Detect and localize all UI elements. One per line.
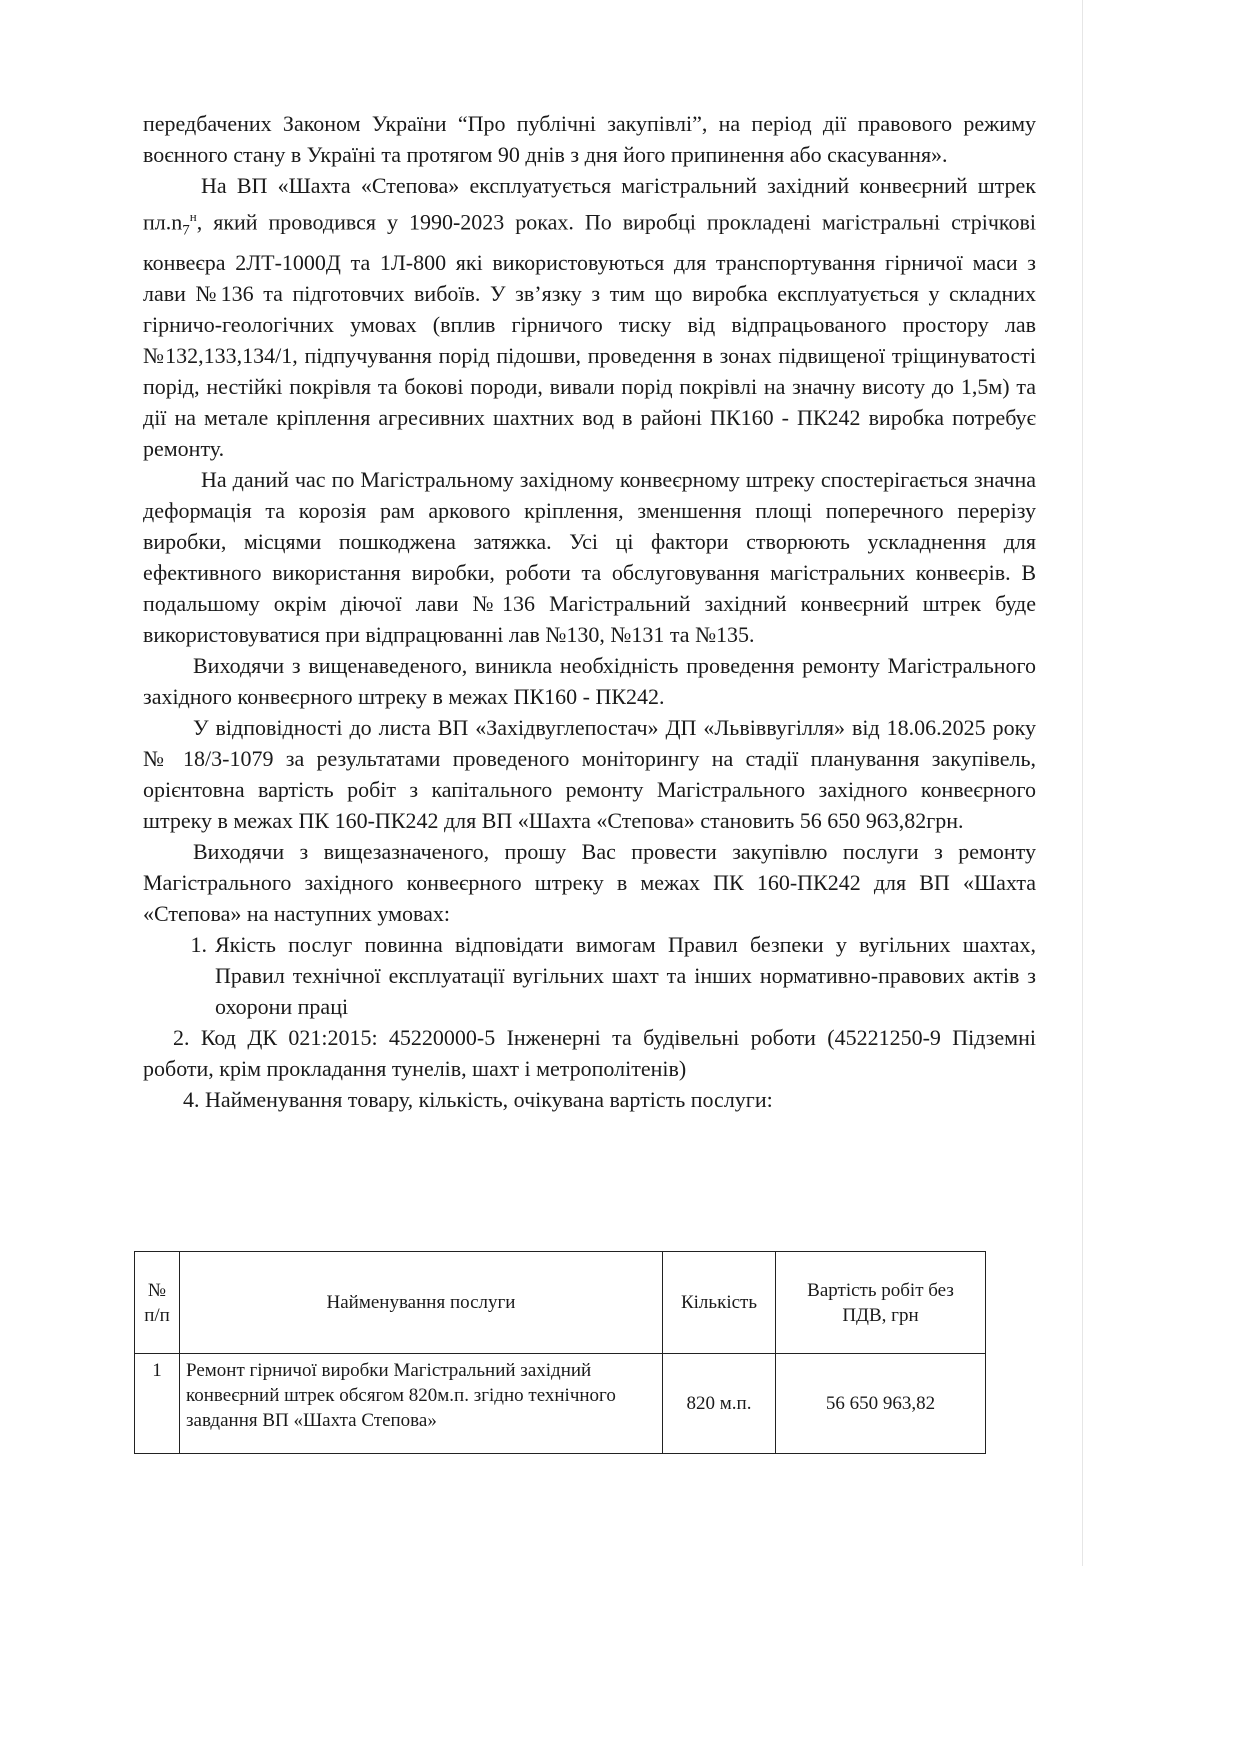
list-text: Якість послуг повинна відповідати вимогам Правил безпеки у вугільних шахтах, Правил технічної експлуатації вугільних шахт та інших нормативно-правових актів з охорони праці [215, 931, 1036, 1019]
row-cost: 56 650 963,82 [776, 1354, 986, 1454]
scan-edge [1082, 0, 1083, 1566]
services-table [134, 1251, 986, 1454]
paragraph-5: У відповідності до листа ВП «Західвуглепостач» ДП «Львіввугілля» від 18.06.2025 року № 18/3-1079 за результатами проведеного моніторингу на стадії планування закупівель, орієнтовна вартість робіт з капітального ремонту Магістрального західного конвеєрного штреку в межах ПК 160-ПК242 для ВП «Шахта «Степова» становить 56 650 963,82грн. [143, 714, 1036, 833]
header-service-name: Найменування послуги [180, 1252, 663, 1354]
paragraph-6: Виходячи з вищезазначеного, прошу Вас провести закупівлю послуги з ремонту Магістрального західного конвеєрного штреку в межах ПК 160-ПК242 для ВП «Шахта «Степова» на наступних умовах: [143, 838, 1036, 926]
paragraph-3: На даний час по Магістральному західному конвеєрному штреку спостерігається значна деформація та корозія рам аркового кріплення, зменшення площі поперечного перерізу виробки, місцями пошкоджена затяжка. Усі ці фактори створюють ускладнення для ефективного використання виробки, роботи та обслуговування магістральних конвеєрів. В подальшому окрім діючої лави №136 Магістральний західний конвеєрний штрек буде використовуватися при відпрацюванні лав №130, №131 та №135. [143, 466, 1036, 647]
paragraph-1: передбачених Законом України “Про публічні закупівлі”, на період дії правового режиму воєнного стану в Україні та протягом 90 днів з дня його припинення або скасування». [143, 111, 1036, 167]
header-cost: Вартість робіт без ПДВ, грн [776, 1252, 986, 1354]
table-header-row [135, 1252, 986, 1354]
row-quantity: 820 м.п. [663, 1354, 776, 1454]
table-row [135, 1354, 986, 1454]
row-service-name: Ремонт гірничої виробки Магістральний західний конвеєрний штрек обсягом 820м.п. згідно технічного завдання ВП «Шахта Степова» [180, 1354, 663, 1454]
list-item-1 [143, 929, 1036, 1022]
list-item-4: 4. Найменування товару, кількість, очікувана вартість послуги: [183, 1086, 773, 1112]
list-item-2: 2. Код ДК 021:2015: 45220000-5 Інженерні та будівельні роботи (45221250-9 Підземні роботи, крім прокладання тунелів, шахт і метрополітенів) [143, 1024, 1036, 1081]
header-number: № п/п [135, 1252, 180, 1354]
document-body [143, 108, 1036, 1115]
list-number: 1. [190, 931, 207, 957]
paragraph-2: На ВП «Шахта «Степова» експлуатується магістральний західний конвеєрний штрек $пл.n_7^н$, який проводився у 1990-2023 роках. По виробці прокладені магістральні стрічкові конвеєра 2ЛТ-1000Д та 1Л-800 які використовуються для транспортування гірничої маси з лави №136 та підготовчих вибоїв. У зв’язку з тим що виробка експлуатується у складних гірничо-геологічних умовах (вплив гірничого тиску від відпрацьованого простору лав №132,133,134/1, підпучування порід підошви, проведення в зонах підвищеної тріщинуватості порід, нестійкі покрівля та бокові породи, вивали порід покрівлі на значну висоту до 1,5м) та дії на метале кріплення агресивних шахтних вод в районі ПК160 - ПК242 виробка потребує ремонту. [143, 173, 1036, 461]
header-quantity: Кількість [663, 1252, 776, 1354]
row-number: 1 [135, 1354, 180, 1454]
paragraph-4: Виходячи з вищенаведеного, виникла необхідність проведення ремонту Магістрального західного конвеєрного штреку в межах ПК160 - ПК242. [143, 652, 1036, 709]
